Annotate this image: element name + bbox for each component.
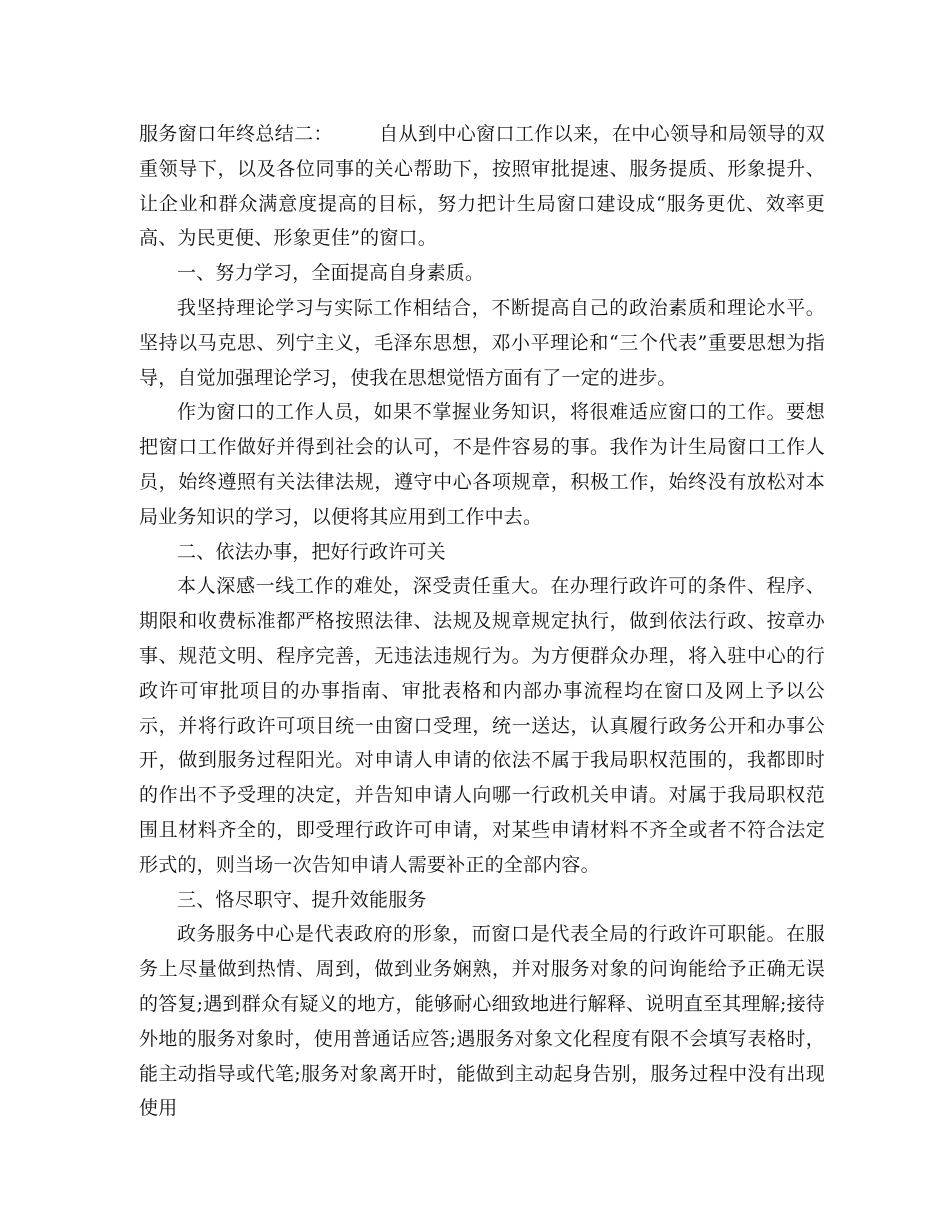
body-paragraph-1: 我坚持理论学习与实际工作相结合，不断提高自己的政治素质和理论水平。坚持以马克思、列宁主义，毛泽东思想，邓小平理论和“三个代表”重要思想为指导，自觉加强理论学习，使我在思想觉悟方面有了一定的进步。 bbox=[139, 296, 825, 389]
section-heading-1: 一、努力学习，全面提高自身素质。 bbox=[177, 262, 485, 285]
body-paragraph-2: 作为窗口的工作人员，如果不掌握业务知识，将很难适应窗口的工作。要想把窗口工作做好并得到社会的认可，不是件容易的事。我作为计生局窗口工作人员，始终遵照有关法律法规，遵守中心各项规章，积极工作，始终没有放松对本局业务知识的学习，以便将其应用到工作中去。 bbox=[139, 401, 825, 528]
intro-paragraph bbox=[139, 117, 825, 256]
section-heading-2: 二、依法办事，把好行政许可关 bbox=[177, 540, 446, 563]
body-paragraph-4: 政务服务中心是代表政府的形象，而窗口是代表全局的行政许可职能。在服务上尽量做到热情、周到，做到业务娴熟，并对服务对象的问询能给予正确无误的答复;遇到群众有疑义的地方，能够耐心细致地进行解释、说明直至其理解;接待外地的服务对象时，使用普通话应答;遇服务对象文化程度有限不会填写表格时，能主动指导或代笔;服务对象离开时，能做到主动起身告别，服务过程中没有出现使用 bbox=[139, 923, 825, 1120]
intro-body: 自从到中心窗口工作以来，在中心领导和局领导的双重领导下，以及各位同事的关心帮助下，按照审批提速、服务提质、形象提升、让企业和群众满意度提高的目标，努力把计生局窗口建设成“服务更优、效率更高、为民更便、形象更佳”的窗口。 bbox=[139, 123, 825, 250]
body-paragraph-3: 本人深感一线工作的难处，深受责任重大。在办理行政许可的条件、程序、期限和收费标准都严格按照法律、法规及规章规定执行，做到依法行政、按章办事、规范文明、程序完善，无违法违规行为。为方便群众办理，将入驻中心的行政许可审批项目的办事指南、审批表格和内部办事流程均在窗口及网上予以公示，并将行政许可项目统一由窗口受理，统一送达，认真履行政务公开和办事公开，做到服务过程阳光。对申请人申请的依法不属于我局职权范围的，我都即时的作出不予受理的决定，并告知申请人向哪一行政机关申请。对属于我局职权范围且材料齐全的，即受理行政许可申请，对某些申请材料不齐全或者不符合法定形式的，则当场一次告知申请人需要补正的全部内容。 bbox=[139, 575, 825, 876]
section-heading-3: 三、恪尽职守、提升效能服务 bbox=[177, 888, 427, 911]
document-title: 服务窗口年终总结二： bbox=[139, 123, 333, 145]
